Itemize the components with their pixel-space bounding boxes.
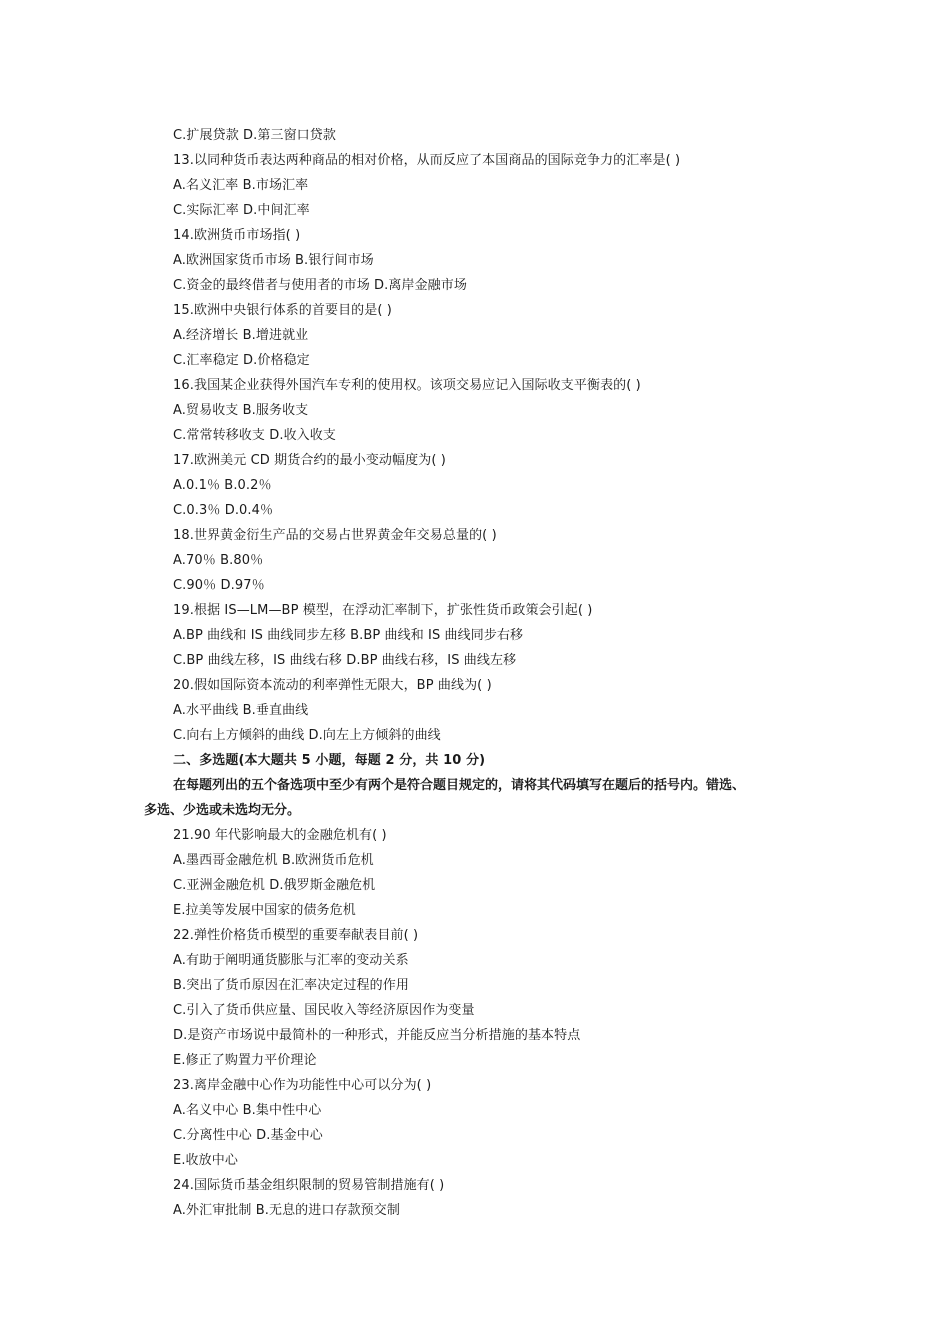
text-line: A.贸易收支 B.服务收支 [173, 403, 309, 418]
text-line: A.外汇审批制 B.无息的进口存款预交制 [173, 1203, 400, 1218]
section-instruction [0, 773, 950, 823]
text-line: 13.以同种货币表达两种商品的相对价格，从而反应了本国商品的国际竞争力的汇率是( ) [173, 153, 681, 168]
text-line: C.汇率稳定 D.价格稳定 [173, 353, 310, 368]
section-heading: 二、多选题(本大题共 5 小题，每题 2 分，共 10 分) [173, 753, 486, 768]
text-line: C.0.3％ D.0.4％ [173, 503, 274, 518]
text-line: C.扩展贷款 D.第三窗口贷款 [173, 128, 336, 143]
text-line: 19.根据 IS—LM—BP 模型，在浮动汇率制下，扩张性货币政策会引起( ) [173, 603, 593, 618]
text-line: E.拉美等发展中国家的债务危机 [173, 903, 356, 918]
text-line: A.70％ B.80％ [173, 553, 264, 568]
text-line: 18.世界黄金衍生产品的交易占世界黄金年交易总量的( ) [173, 528, 497, 543]
text-line: A.欧洲国家货币市场 B.银行间市场 [173, 253, 374, 268]
text-line: C.实际汇率 D.中间汇率 [173, 203, 310, 218]
question-block-single-choice [0, 123, 950, 748]
text-line: 14.欧洲货币市场指( ) [173, 228, 301, 243]
text-line: A.名义中心 B.集中性中心 [173, 1103, 322, 1118]
text-line: 16.我国某企业获得外国汽车专利的使用权。该项交易应记入国际收支平衡表的( ) [173, 378, 641, 393]
document-page [0, 123, 950, 1223]
text-line: 15.欧洲中央银行体系的首要目的是( ) [173, 303, 392, 318]
text-line: A.经济增长 B.增进就业 [173, 328, 309, 343]
text-line: A.BP 曲线和 IS 曲线同步左移 B.BP 曲线和 IS 曲线同步右移 [173, 628, 524, 643]
instruction-line-2: 多选、少选或未选均无分。 [144, 803, 301, 818]
text-line: A.0.1％ B.0.2％ [173, 478, 272, 493]
text-line: C.向右上方倾斜的曲线 D.向左上方倾斜的曲线 [173, 728, 441, 743]
text-line: B.突出了货币原因在汇率决定过程的作用 [173, 978, 409, 993]
text-line: E.收放中心 [173, 1153, 238, 1168]
text-line: 20.假如国际资本流动的利率弹性无限大，BP 曲线为( ) [173, 678, 492, 693]
text-line: C.分离性中心 D.基金中心 [173, 1128, 323, 1143]
text-line: D.是资产市场说中最简朴的一种形式，并能反应当分析措施的基本特点 [173, 1028, 581, 1043]
text-line: C.资金的最终借者与使用者的市场 D.离岸金融市场 [173, 278, 467, 293]
text-line: C.亚洲金融危机 D.俄罗斯金融危机 [173, 878, 376, 893]
text-line: 21.90 年代影响最大的金融危机有( ) [173, 828, 387, 843]
text-line: C.常常转移收支 D.收入收支 [173, 428, 336, 443]
instruction-line-1: 在每题列出的五个备选项中至少有两个是符合题目规定的，请将其代码填写在题后的括号内。错选、 [173, 778, 746, 793]
text-line: C.BP 曲线左移，IS 曲线右移 D.BP 曲线右移，IS 曲线左移 [173, 653, 517, 668]
text-line: 23.离岸金融中心作为功能性中心可以分为( ) [173, 1078, 432, 1093]
text-line: A.墨西哥金融危机 B.欧洲货币危机 [173, 853, 374, 868]
text-line: 24.国际货币基金组织限制的贸易管制措施有( ) [173, 1178, 445, 1193]
text-line: E.修正了购置力平价理论 [173, 1053, 317, 1068]
text-line: A.名义汇率 B.市场汇率 [173, 178, 309, 193]
text-line: C.90％ D.97％ [173, 578, 265, 593]
text-line: 22.弹性价格货币模型的重要奉献表目前( ) [173, 928, 419, 943]
question-block-multiple-choice [0, 823, 950, 1223]
text-line: A.有助于阐明通货膨胀与汇率的变动关系 [173, 953, 409, 968]
text-line: 17.欧洲美元 CD 期货合约的最小变动幅度为( ) [173, 453, 446, 468]
text-line: C.引入了货币供应量、国民收入等经济原因作为变量 [173, 1003, 475, 1018]
text-line: A.水平曲线 B.垂直曲线 [173, 703, 309, 718]
